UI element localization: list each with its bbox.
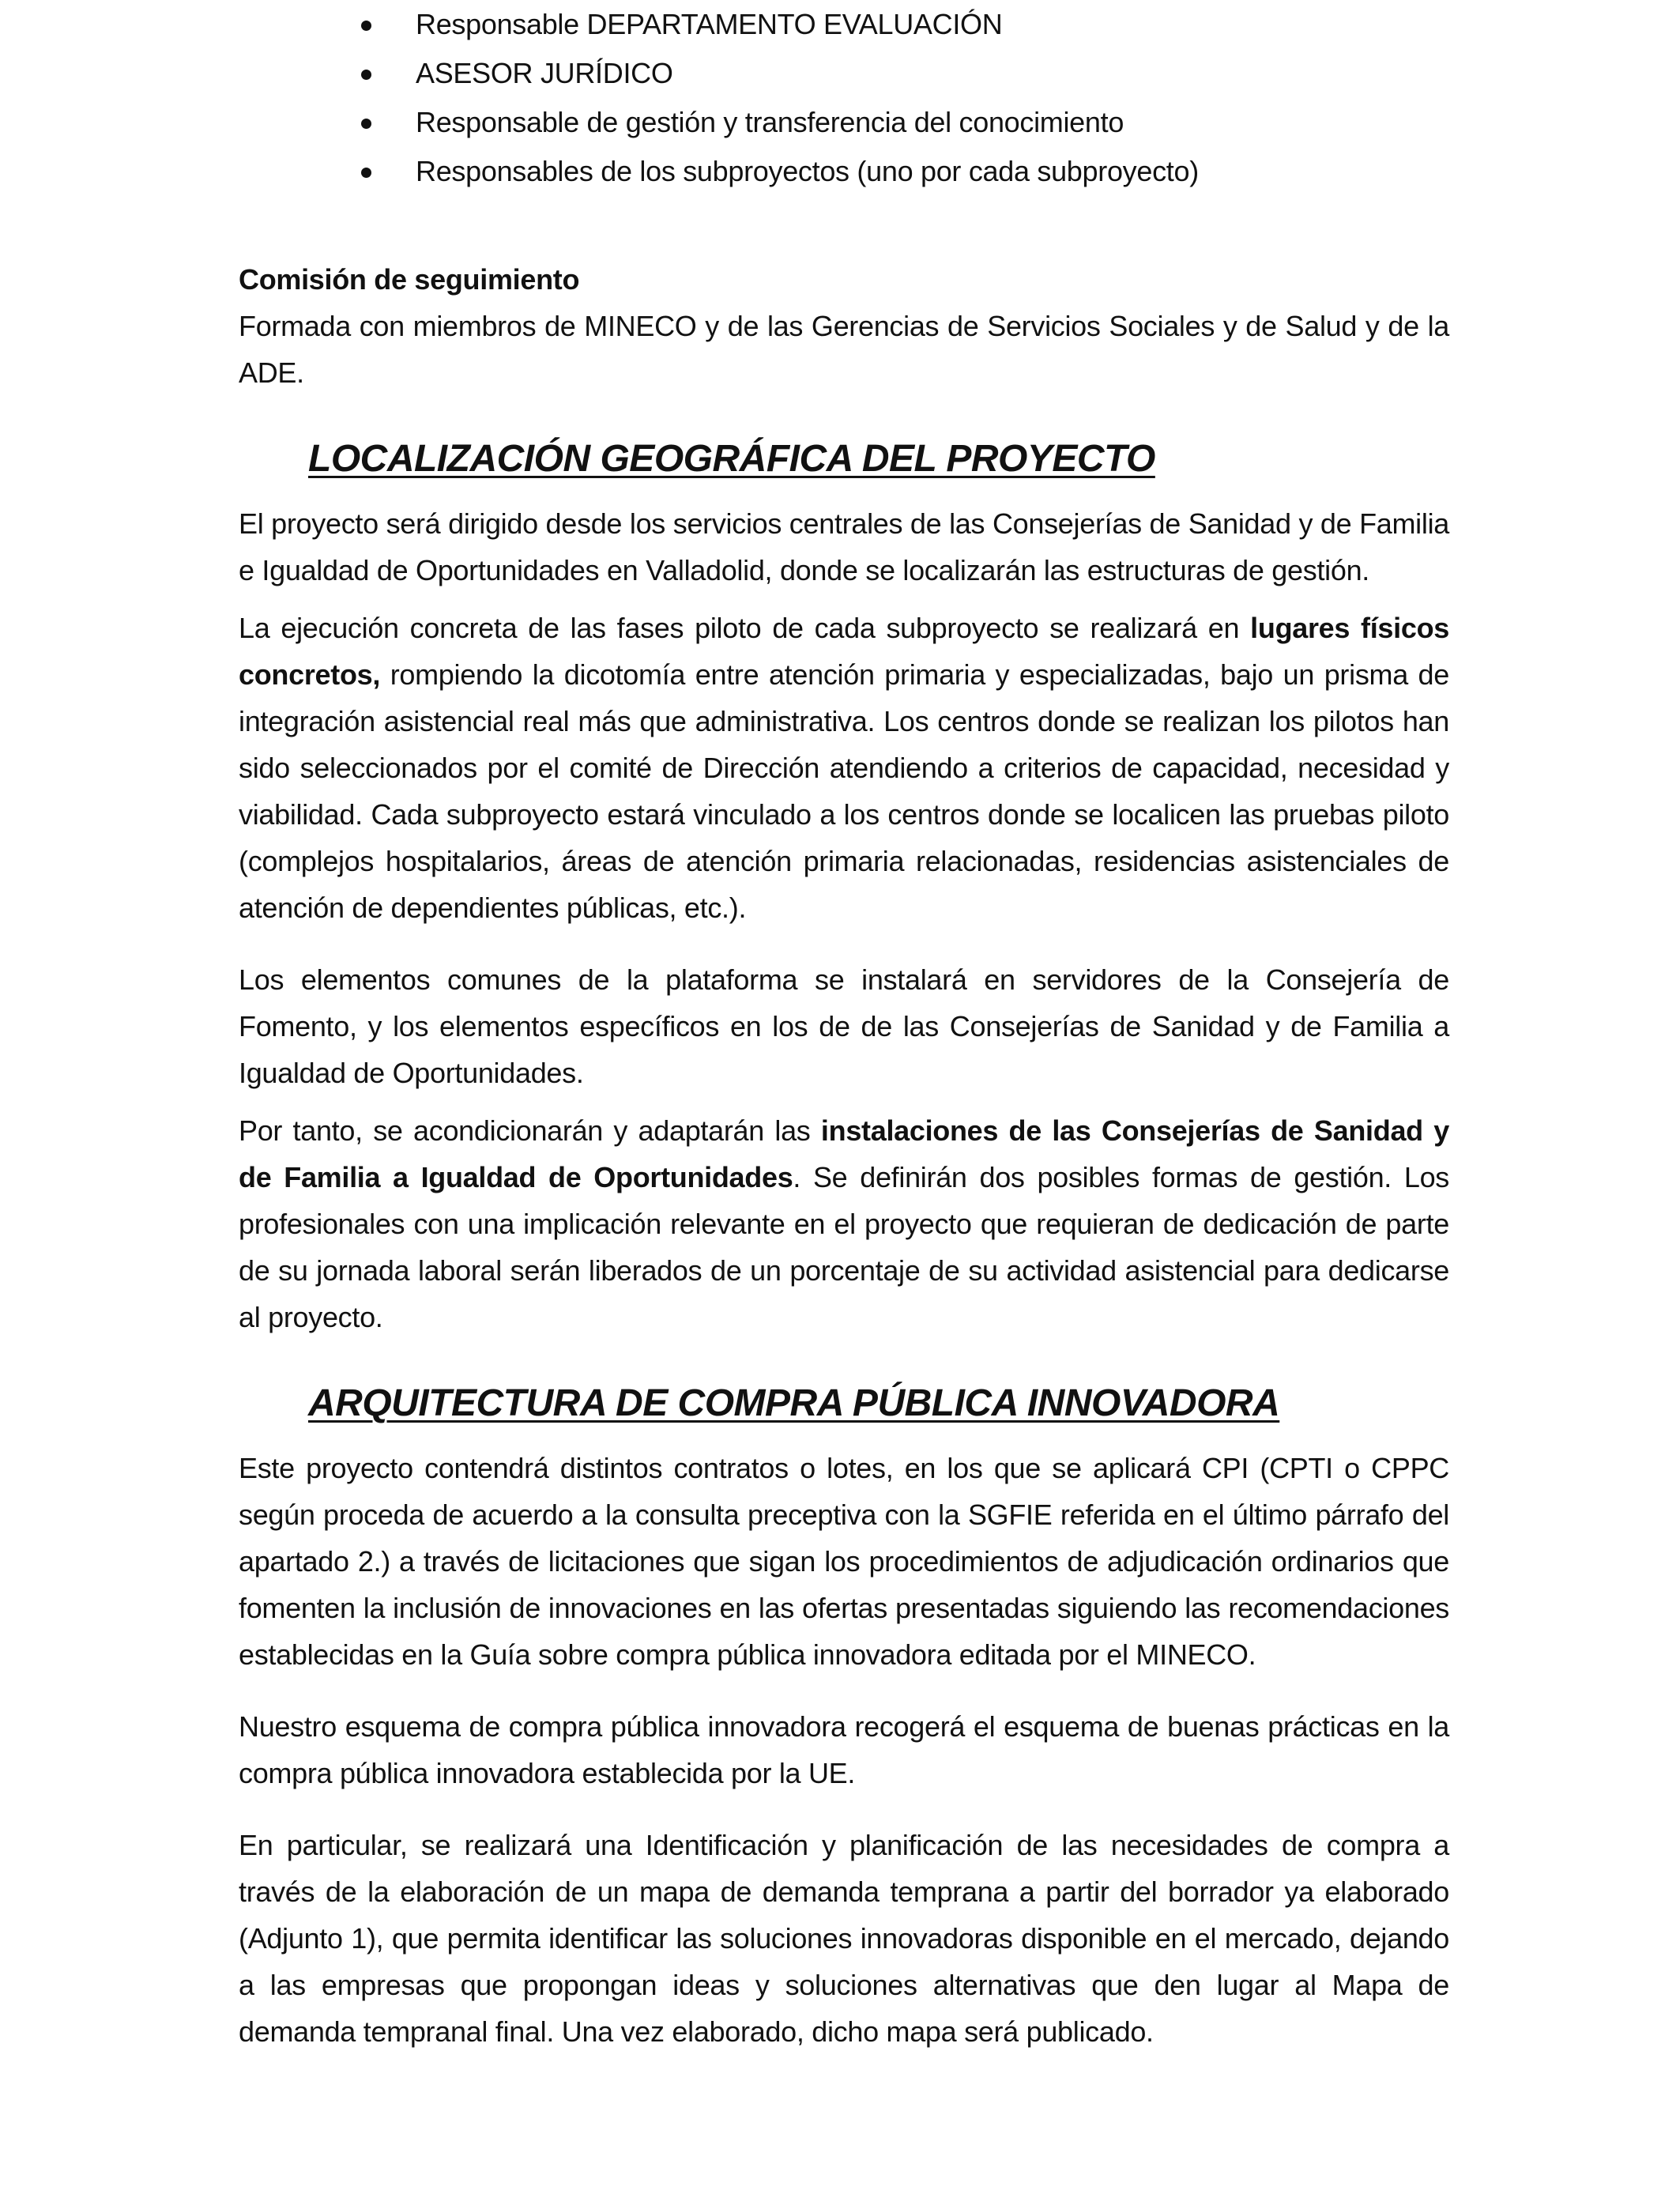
bullet-icon (361, 21, 371, 31)
localizacion-paragraph-2: La ejecución concreta de las fases piloto de cada subproyecto se realizará en lugares físicos concretos, rompiendo la dicotomía entre atención primaria y especializadas, bajo un prisma de integración asistencial real más que administrativa. Los centros donde se realizan los pilotos han sido seleccionados por el comité de Dirección atendiendo a criterios de capacidad, necesidad y viabilidad. Cada subproyecto estará vinculado a los centros donde se localicen las pruebas piloto (complejos hospitalarios, áreas de atención primaria relacionadas, residencias asistenciales de atención de dependientes públicas, etc.). (239, 612, 1449, 924)
list-item: Responsable de gestión y transferencia del conocimiento (239, 98, 1449, 147)
localizacion-paragraph-3: Los elementos comunes de la plataforma se instalará en servidores de la Consejería de Fomento, y los elementos específicos en los de de las Consejerías de Sanidad y de Familia a Igualdad de Oportunidades. (239, 963, 1449, 1089)
localizacion-heading: LOCALIZACIÓN GEOGRÁFICA DEL PROYECTO (308, 438, 1155, 480)
list-item: Responsables de los subproyectos (uno por cada subproyecto) (239, 147, 1449, 196)
arquitectura-heading: ARQUITECTURA DE COMPRA PÚBLICA INNOVADORA (308, 1382, 1280, 1424)
comision-heading: Comisión de seguimiento (239, 263, 580, 296)
comision-text: Formada con miembros de MINECO y de las Gerencias de Servicios Sociales y de Salud y de la ADE. (239, 310, 1449, 389)
list-item: ASESOR JURÍDICO (239, 49, 1449, 98)
arquitectura-paragraph-3: En particular, se realizará una Identificación y planificación de las necesidades de compra a través de la elaboración de un mapa de demanda temprana a partir del borrador ya elaborado (Adjunto 1), que permita identificar las soluciones innovadoras disponible en el mercado, dejando a las empresas que propongan ideas y soluciones alternativas que den lugar al Mapa de demanda tempranal final. Una vez elaborado, dicho mapa será publicado. (239, 1829, 1449, 2048)
localizacion-paragraph-1: El proyecto será dirigido desde los servicios centrales de las Consejerías de Sanidad y de Familia e Igualdad de Oportunidades en Valladolid, donde se localizarán las estructuras de gestión. (239, 507, 1449, 586)
bullet-icon (361, 119, 371, 129)
bullet-icon (361, 168, 371, 178)
list-item: Responsable DEPARTAMENTO EVALUACIÓN (239, 0, 1449, 49)
bullet-list (239, 0, 1449, 196)
page-content (239, 0, 1449, 2055)
arquitectura-paragraph-2: Nuestro esquema de compra pública innovadora recogerá el esquema de buenas prácticas en la compra pública innovadora establecida por la UE. (239, 1710, 1449, 1789)
localizacion-paragraph-4: Por tanto, se acondicionarán y adaptarán las instalaciones de las Consejerías de Sanidad y de Familia a Igualdad de Oportunidades. Se definirán dos posibles formas de gestión. Los profesionales con una implicación relevante en el proyecto que requieran de dedicación de parte de su jornada laboral serán liberados de un porcentaje de su actividad asistencial para dedicarse al proyecto. (239, 1114, 1449, 1333)
bullet-icon (361, 70, 371, 80)
arquitectura-paragraph-1: Este proyecto contendrá distintos contratos o lotes, en los que se aplicará CPI (CPTI o CPPC según proceda de acuerdo a la consulta preceptiva con la SGFIE referida en el último párrafo del apartado 2.) a través de licitaciones que sigan los procedimientos de adjudicación ordinarios que fomenten la inclusión de innovaciones en las ofertas presentadas siguiendo las recomendaciones establecidas en la Guía sobre compra pública innovadora editada por el MINECO. (239, 1452, 1449, 1671)
